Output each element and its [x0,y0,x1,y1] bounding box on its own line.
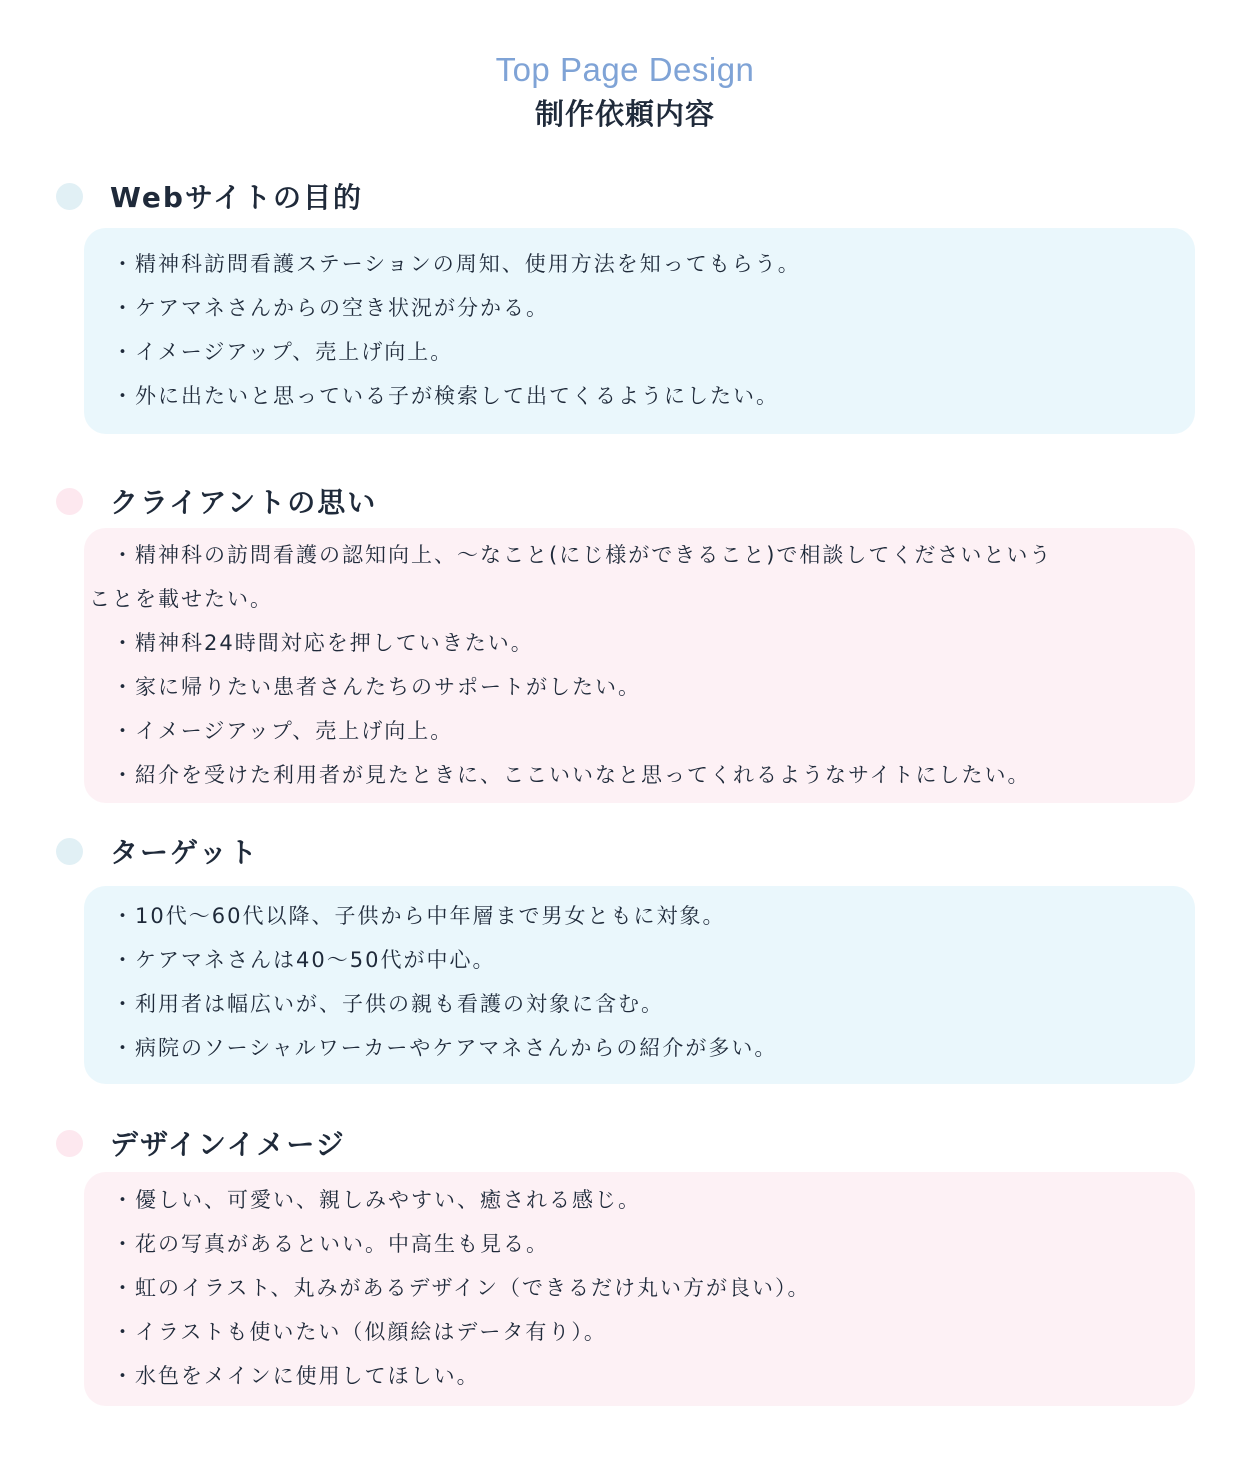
list-item: ・イメージアップ、売上げ向上。 [112,340,454,364]
section-title: Webサイトの目的 [110,181,363,214]
bullet-dot-icon [56,1130,83,1157]
list-item: ことを載せたい。 [89,587,273,611]
section-title: デザインイメージ [110,1128,346,1161]
bullet-dot-icon [56,183,83,210]
list-item: ・イメージアップ、売上げ向上。 [112,719,454,743]
section-box-client [84,528,1195,803]
section-title: クライアントの思い [110,486,378,519]
list-item: ・ケアマネさんからの空き状況が分かる。 [112,296,549,320]
page-title: 制作依頼内容 [534,97,715,131]
list-item: ・精神科の訪問看護の認知向上、〜なこと(にじ様ができること)で相談してくださいという [112,543,1053,567]
list-item: ・優しい、可愛い、親しみやすい、癒される感じ。 [112,1188,641,1212]
list-item: ・ケアマネさんは40〜50代が中心。 [112,948,496,972]
page-subtitle: Top Page Design [495,51,755,88]
page-header [0,48,1250,134]
list-item: ・家に帰りたい患者さんたちのサポートがしたい。 [112,675,641,699]
section-heading-client [56,481,377,521]
list-item: ・10代〜60代以降、子供から中年層まで男女ともに対象。 [112,904,726,928]
section-heading-purpose [56,176,363,216]
list-item: ・精神科24時間対応を押していきたい。 [112,631,534,655]
section-heading-target [56,831,259,871]
list-item: ・外に出たいと思っている子が検索して出てくるようにしたい。 [112,384,779,408]
list-item: ・イラストも使いたい（似顔絵はデータ有り）。 [112,1320,607,1344]
list-item: ・紹介を受けた利用者が見たときに、ここいいなと思ってくれるようなサイトにしたい。 [112,763,1031,787]
list-item: ・虹のイラスト、丸みがあるデザイン（できるだけ丸い方が良い）。 [112,1276,811,1300]
list-item: ・花の写真があるといい。中高生も見る。 [112,1232,549,1256]
section-box-target [84,886,1195,1084]
section-title: ターゲット [110,836,259,869]
list-item: ・水色をメインに使用してほしい。 [112,1364,480,1388]
bullet-dot-icon [56,488,83,515]
bullet-dot-icon [56,838,83,865]
list-item: ・利用者は幅広いが、子供の親も看護の対象に含む。 [112,992,664,1016]
list-item: ・病院のソーシャルワーカーやケアマネさんからの紹介が多い。 [112,1036,778,1060]
list-item: ・精神科訪問看護ステーションの周知、使用方法を知ってもらう。 [112,252,801,276]
section-box-design [84,1172,1195,1406]
section-heading-design [56,1123,346,1163]
section-box-purpose [84,228,1195,434]
